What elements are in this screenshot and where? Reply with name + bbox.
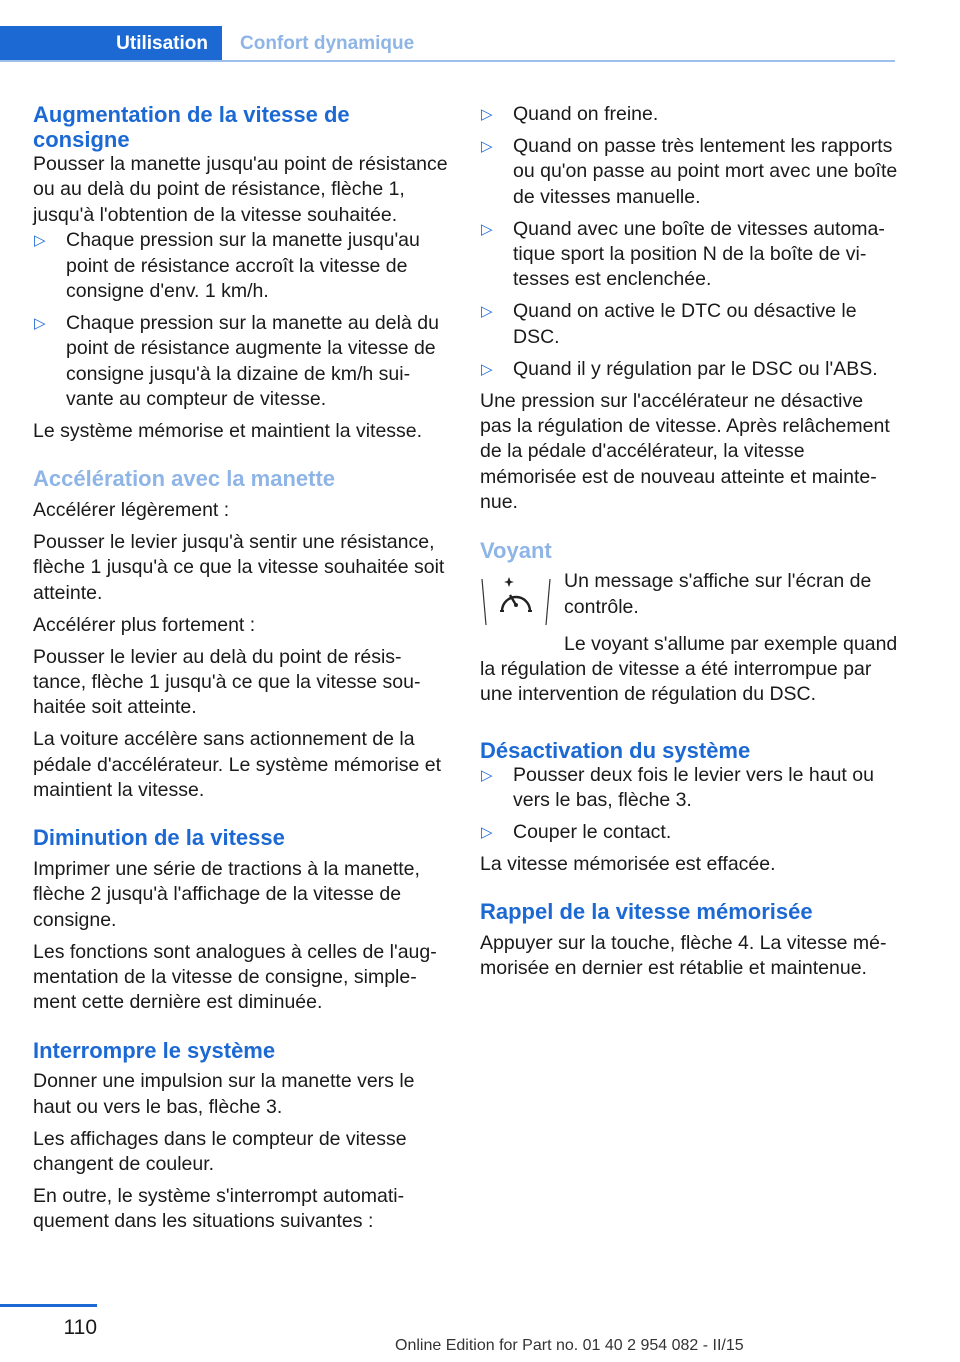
paragraph: Pousser le levier au delà du point de résistance, flèche 1 jusqu'à ce que la vitesse souhaitée soit atteinte. (33, 645, 421, 719)
list-item: ▷ Chaque pression sur la manette au delà du point de résistance augmente la vitesse de consigne jusqu'à la dizaine de km/h suivante au compteur de vitesse. (34, 311, 439, 411)
paragraph: La vitesse mémorisée est effacée. (480, 853, 776, 876)
tab-confort-dynamique[interactable]: Confort dynamique (240, 33, 415, 54)
header-divider (0, 60, 895, 62)
heading-desactivation: Désactivation du système (480, 737, 751, 763)
warning-block (480, 569, 898, 625)
list-item: ▷ Pousser deux fois le levier vers le haut ou vers le bas, flèche 3. (481, 763, 874, 812)
paragraph: La voiture accélère sans actionnement de la pédale d'accélérateur. Le système mémorise et maintient la vitesse. (33, 728, 442, 802)
tab-utilisation[interactable]: Utilisation (0, 26, 222, 61)
cruise-control-warning-icon (480, 575, 552, 629)
paragraph: Un message s'affiche sur l'écran de contrôle. (564, 570, 872, 618)
triangle-right-icon: ▷ (481, 824, 493, 842)
right-column (480, 102, 898, 982)
heading-rappel: Rappel de la vitesse mémorisée (480, 899, 813, 925)
list-item: ▷ Quand on freine. (480, 102, 898, 127)
triangle-right-icon: ▷ (481, 106, 493, 123)
paragraph: Le voyant s'allume par exemple quand la régulation de vitesse a été interrompue par une intervention de régulation du DSC. (480, 632, 898, 706)
triangle-right-icon: ▷ (481, 303, 493, 321)
triangle-right-icon: ▷ (481, 220, 493, 238)
list-item: ▷ Quand il y régulation par le DSC ou l'ABS. (480, 357, 898, 382)
bullet-list-augmentation (33, 228, 448, 412)
heading-interrompre: Interrompre le système (33, 1037, 276, 1063)
triangle-right-icon: ▷ (34, 314, 46, 332)
heading-diminution: Diminution de la vitesse (33, 825, 285, 851)
triangle-right-icon: ▷ (481, 137, 493, 155)
heading-augmentation: Augmentation de la vitesse de consigne (33, 102, 350, 152)
paragraph: Accélérer plus fortement : (33, 613, 256, 636)
list-item: ▷ Couper le contact. (480, 820, 898, 845)
edition-note: Online Edition for Part no. 01 40 2 954 082 - II/15 (395, 1337, 744, 1354)
bullet-list-desactivation (480, 763, 898, 846)
list-item: ▷ Quand avec une boîte de vitesses automatique sport la position N de la boîte de vitesses est enclenchée. (481, 217, 885, 291)
paragraph: Appuyer sur la touche, flèche 4. La vitesse mémorisée en dernier est rétablie et maintenue. (480, 931, 887, 980)
paragraph: Imprimer une série de tractions à la manette, flèche 2 jusqu'à l'affichage de la vitesse de consigne. (33, 857, 420, 931)
list-item: ▷ Quand on passe très lentement les rapports ou qu'on passe au point mort avec une boîte de vitesses manuelle. (481, 134, 898, 208)
paragraph: Donner une impulsion sur la manette vers le haut ou vers le bas, flèche 3. (33, 1070, 415, 1118)
left-column (33, 102, 448, 1235)
list-item: ▷ Chaque pression sur la manette jusqu'au point de résistance accroît la vitesse de consigne d'env. 1 km/h. (34, 229, 420, 303)
paragraph: Accélérer légèrement : (33, 498, 230, 521)
paragraph: Une pression sur l'accélérateur ne désactive pas la régulation de vitesse. Après relâchement de la pédale d'accélérateur, la vitesse mémorisée est de nouveau atteinte et maintenue. (480, 389, 890, 514)
bullet-list-interruption (480, 102, 898, 382)
paragraph: Les affichages dans le compteur de vitesse changent de couleur. (33, 1127, 407, 1176)
footer-divider (0, 1304, 97, 1307)
paragraph: Pousser le levier jusqu'à sentir une résistance, flèche 1 jusqu'à ce que la vitesse souhaitée soit atteinte. (33, 530, 445, 604)
page-number: 110 (63, 1316, 97, 1339)
paragraph: En outre, le système s'interrompt automatiquement dans les situations suivantes : (33, 1185, 405, 1233)
triangle-right-icon: ▷ (481, 766, 493, 784)
page-header (0, 0, 895, 62)
heading-voyant: Voyant (480, 537, 552, 563)
paragraph: Les fonctions sont analogues à celles de l'augmentation de la vitesse de consigne, simplement cette dernière est diminuée. (33, 940, 437, 1014)
heading-acceleration: Accélération avec la manette (33, 466, 336, 492)
paragraph: Pousser la manette jusqu'au point de résistance ou au delà du point de résistance, flèche 1, jusqu'à l'obtention de la vitesse souhaitée. (33, 153, 448, 226)
triangle-right-icon: ▷ (34, 232, 46, 250)
paragraph: Le système mémorise et maintient la vitesse. (33, 420, 423, 443)
list-item: ▷ Quand on active le DTC ou désactive le DSC. (481, 300, 857, 348)
triangle-right-icon: ▷ (481, 360, 493, 378)
